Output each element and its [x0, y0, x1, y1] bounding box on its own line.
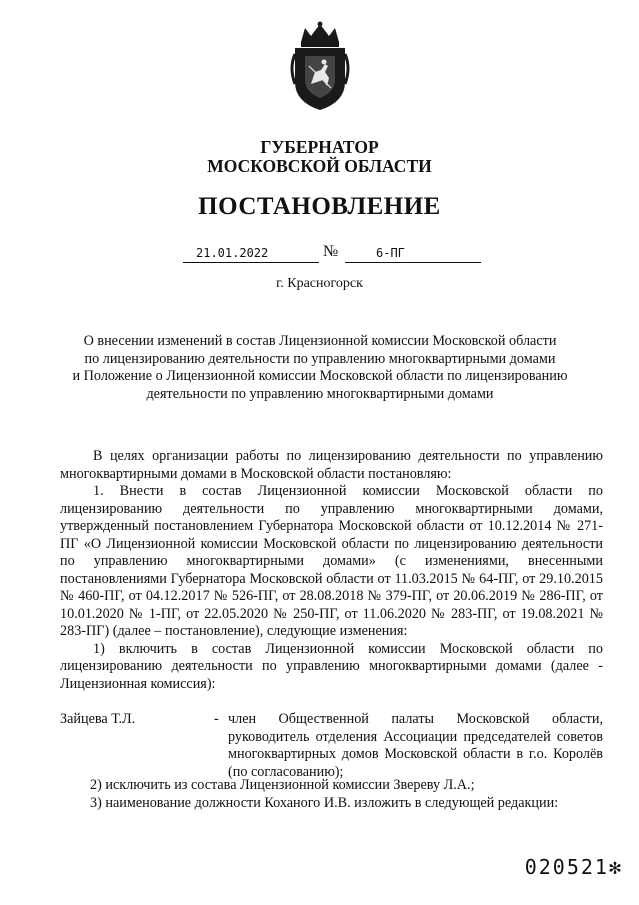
number-sign: № — [323, 243, 339, 260]
authority-title — [0, 138, 639, 176]
moscow-oblast-coat-of-arms-icon — [287, 20, 353, 112]
subject-line: и Положение о Лицензионной комиссии Московской области по лицензированию — [72, 368, 568, 384]
serial-digits: 020521 — [524, 855, 609, 879]
city: г. Красногорск — [276, 276, 363, 291]
subject-line: деятельности по управлению многоквартирными домами — [146, 385, 494, 402]
subclause-list — [60, 777, 603, 812]
subclause-2-paragraph: 2) исключить из состава Лицензионной комиссии Звереву Л.А.; — [90, 777, 475, 793]
subject-line: О внесении изменений в состав Лицензионной комиссии Московской области — [83, 333, 557, 349]
preamble-paragraph: В целях организации работы по лицензированию деятельности по управлению многоквартирными домами в Московской области постановляю: — [60, 448, 603, 482]
member-description: член Общественной палаты Московской области, руководитель отделения Ассоциации председателей советов многоквартирных домов Московской области в г.о. Королёв (по согласованию); — [228, 711, 603, 780]
authority-line1: ГУБЕРНАТОР — [260, 137, 379, 157]
number-underline — [345, 262, 481, 263]
serial-number — [525, 855, 623, 879]
decree-number: 6-ПГ — [376, 246, 405, 260]
decree-date: 21.01.2022 — [196, 246, 269, 260]
clause-1-paragraph: 1. Внести в состав Лицензионной комиссии Московской области по лицензированию деятельности по управлению многоквартирными домами, утвержденный постановлением Губернатора Московской области от 10.12.2014 № 271-ПГ «О Лицензионной комиссии Московской области по лицензированию деятельности по управлению многоквартирными домами» (с изменениями, внесенными постановлениями Губернатора Московской области от 11.03.2015 № 64-ПГ, от 29.10.2015 № 460-ПГ, от 04.12.2017 № 526-ПГ, от 28.08.2018 № 379-ПГ, от 20.06.2019 № 286-ПГ, от 10.01.2020 № 1-ПГ, от 22.05.2020 № 250-ПГ, от 11.06.2020 № 283-ПГ, от 19.08.2021 № 283-ПГ) (далее – постановление), следующие изменения: — [60, 483, 603, 639]
subclause-1-paragraph: 1) включить в состав Лицензионной комиссии Московской области по лицензированию деятельности по управлению многоквартирными домами (далее - Лицензионная комиссия): — [60, 640, 603, 692]
member-dash: - — [214, 711, 219, 727]
subject-line: по лицензированию деятельности по управлению многоквартирными домами — [84, 350, 556, 367]
decree-subject — [40, 333, 600, 403]
member-name: Зайцева Т.Л. — [60, 711, 136, 727]
subclause-3-paragraph: 3) наименование должности Коханого И.В. изложить в следующей редакции: — [90, 794, 559, 811]
doc-type-heading: ПОСТАНОВЛЕНИЕ — [198, 193, 441, 220]
decree-body — [60, 448, 603, 693]
serial-star-icon: ✻ — [608, 855, 623, 879]
date-underline — [183, 262, 319, 263]
authority-line2: МОСКОВСКОЙ ОБЛАСТИ — [207, 156, 432, 176]
